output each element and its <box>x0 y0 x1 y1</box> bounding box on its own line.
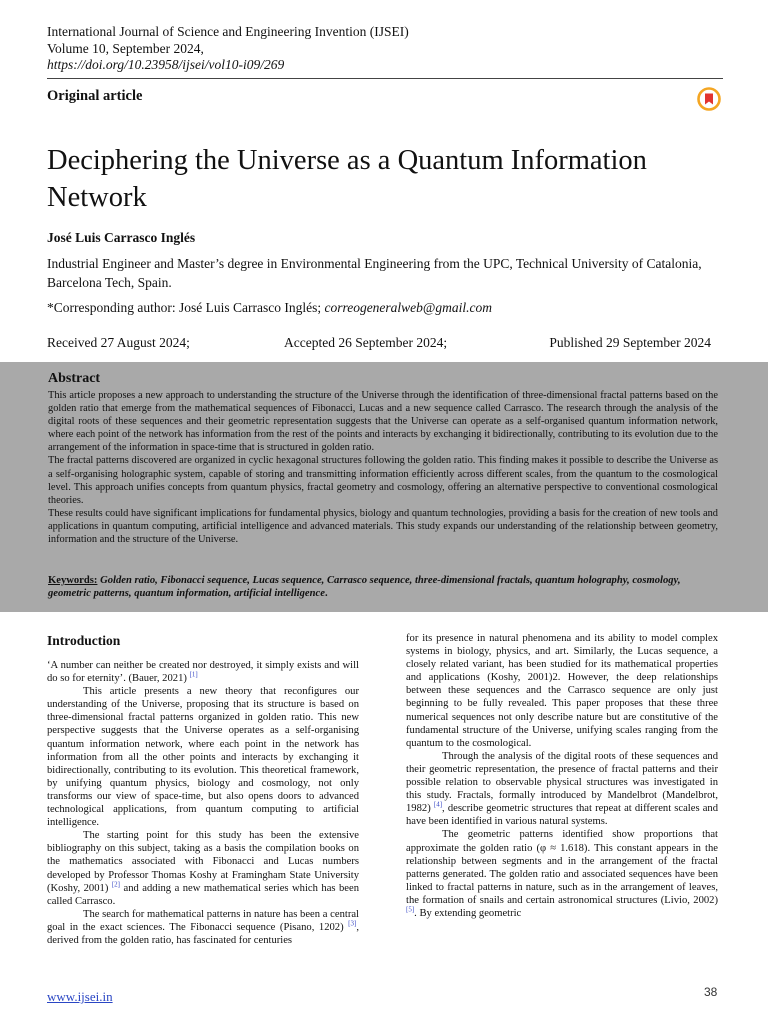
abstract-heading: Abstract <box>48 371 101 386</box>
doi-link[interactable]: https://doi.org/10.23958/ijsei/vol10-i09/269 <box>47 57 285 72</box>
journal-website-link[interactable]: www.ijsei.in <box>47 989 113 1004</box>
page-number: 38 <box>704 985 718 999</box>
quote-text: ‘A number can neither be created nor destroyed, it simply exists and will do so for eternity’. (Bauer, 2021) <box>47 660 359 685</box>
citation-link[interactable]: [3] <box>348 919 357 928</box>
corresponding-label: *Corresponding author: José Luis Carrasco Inglés; <box>47 300 322 315</box>
received-date: Received 27 August 2024; <box>47 335 190 350</box>
body-paragraph <box>406 828 718 920</box>
keywords <box>48 574 720 601</box>
keywords-list: Golden ratio, Fibonacci sequence, Lucas sequence, Carrasco sequence, three-dimensional fractals, quantum holography, cosmology, geometric patterns, quantum information, artificial intelligence <box>48 575 681 600</box>
abstract-paragraph: The fractal patterns discovered are organized in cyclic hexagonal structures following the golden ratio. This finding makes it possible to describe the Universe as a self-organising holographic system, capable of storing and transmitting information efficiently across different scales, from the quantum to the cosmological level. This approach unifies concepts from quantum physics, fractal geometry and cosmology, offering an alternative perspective to conventional cosmological theories. <box>48 455 718 506</box>
body-paragraph: This article presents a new theory that reconfigures our understanding of the Universe, proposing that its structure is based on three-dimensional fractal patterns organized in golden ratio. This new perspective suggests that the Universe operates as a self-organising quantum information network, where each point in the network has information from all the other points and interacts by exchanging it bidirectionally, contributing to its evolution. This theoretical framework, by unifying quantum physics, biology and cosmology, not only transforms our view of space-time, but also opens doors to advanced technological applications, from quantum computing to artificial intelligence. <box>47 686 359 829</box>
paragraph-text: The starting point for this study has been the extensive bibliography on this subject, taking as a basis the compilation books on the mathematics associated with Fibonacci and Lucas numbers developed by Professor Thomas Koshy at Framingham State University (Koshy, 2001) <box>47 830 359 894</box>
body-paragraph: for its presence in natural phenomena and its ability to model complex systems in biology, physics, and art. Similarly, the Lucas sequence, a closely related variant, has been studied for its mathematical properties and applications (Koshy, 2001)2. However, the deep relationships between these sequences and the Carrasco sequence are only just beginning to be fully revealed. This paper proposes that these three numerical sequences not only describe nature but are constitutive of the fundamental structure of the Universe, unifying scales ranging from the quantum to the cosmological. <box>406 633 718 749</box>
corresponding-author <box>47 300 492 316</box>
header-divider <box>47 78 723 79</box>
abstract-paragraph: This article proposes a new approach to understanding the structure of the Universe through the identification of three-dimensional fractal patterns based on the golden ratio that emerge from the mathematical sequences of Fibonacci, Lucas and a new sequence called Carrasco. The research through the analysis of the digital roots of these sequences and their geometric representation suggests that the Universe can operate as a self-organised quantum information network, where each point of the network has information from the rest of the points and interacts by exchanging it bidirectionally, contributing to its evolution due to the arrangement of the information in space-time that is structured in golden ratio. <box>48 390 718 454</box>
keywords-label: Keywords: <box>48 575 98 586</box>
body-paragraph <box>47 908 359 947</box>
body-paragraph <box>406 750 718 829</box>
paragraph-text: . By extending geometric <box>414 907 522 919</box>
citation-link[interactable]: [5] <box>406 905 415 914</box>
paragraph-text: Through the analysis of the digital roots of these sequences and their geometric representation, the presence of fractal patterns and their possible relation to observable physical structures was investigated in this study. Fractals, formally introduced by Mandelbrot (Mandelbrot, 1982) <box>406 750 718 815</box>
body-column-right <box>406 632 718 920</box>
abstract-paragraph: These results could have significant implications for fundamental physics, biology and quantum technologies, providing a basis for the creation of new tools and applications in quantum computing, artificial intelligence and advanced materials. This study expands our understanding of the relationship between geometry, information and the structure of the Universe. <box>48 507 718 546</box>
paragraph-text: The search for mathematical patterns in nature has been a central goal in the exact sciences. The Fibonacci sequence (Pisano, 1202) <box>47 908 359 933</box>
abstract-text <box>48 389 718 546</box>
journal-volume: Volume 10, September 2024, <box>47 40 204 56</box>
author-email-link[interactable]: correogeneralweb@gmail.com <box>324 300 492 315</box>
citation-link[interactable]: [1] <box>189 670 198 679</box>
citation-link[interactable]: [2] <box>111 880 121 889</box>
author-name: José Luis Carrasco Inglés <box>47 230 196 245</box>
paragraph-text: and adding a new mathematical series which has been called Carrasco. <box>47 882 359 907</box>
journal-name: International Journal of Science and Engineering Invention (IJSEI) <box>47 24 409 39</box>
author-affiliation: Industrial Engineer and Master’s degree in Environmental Engineering from the UPC, Technical University of Catalonia, Barcelona Tech, Spain. <box>47 256 702 290</box>
journal-header <box>47 24 409 74</box>
section-heading-introduction: Introduction <box>47 633 121 648</box>
article-type: Original article <box>47 88 143 104</box>
epigraph-quote <box>47 659 359 685</box>
crossmark-badge-icon[interactable] <box>697 87 721 111</box>
citation-link[interactable]: [4] <box>433 800 443 809</box>
body-column-left <box>47 632 359 947</box>
paragraph-text: The geometric patterns identified show proportions that approximate the golden ratio (φ ≈ 1.618). This constant appears in the relationship between segments and in the arrangement of the fractal patterns generated. The golden ratio and associated sequences have been linked to fractal patterns in nature, such as in the arrangement of leaves, the formation of snails and certain astronomical structures (Livio, 2002) <box>406 829 718 906</box>
paragraph-text: , derived from the golden ratio, has fascinated for centuries <box>47 921 359 946</box>
accepted-date: Accepted 26 September 2024; <box>284 335 448 350</box>
article-title: Deciphering the Universe as a Quantum Information Network <box>47 145 647 213</box>
paragraph-text: , describe geometric structures that repeat at different scales and have been identified in various natural systems. <box>406 803 718 828</box>
keywords-end: . <box>324 588 328 600</box>
published-date: Published 29 September 2024 <box>549 335 711 350</box>
body-paragraph <box>47 829 359 908</box>
